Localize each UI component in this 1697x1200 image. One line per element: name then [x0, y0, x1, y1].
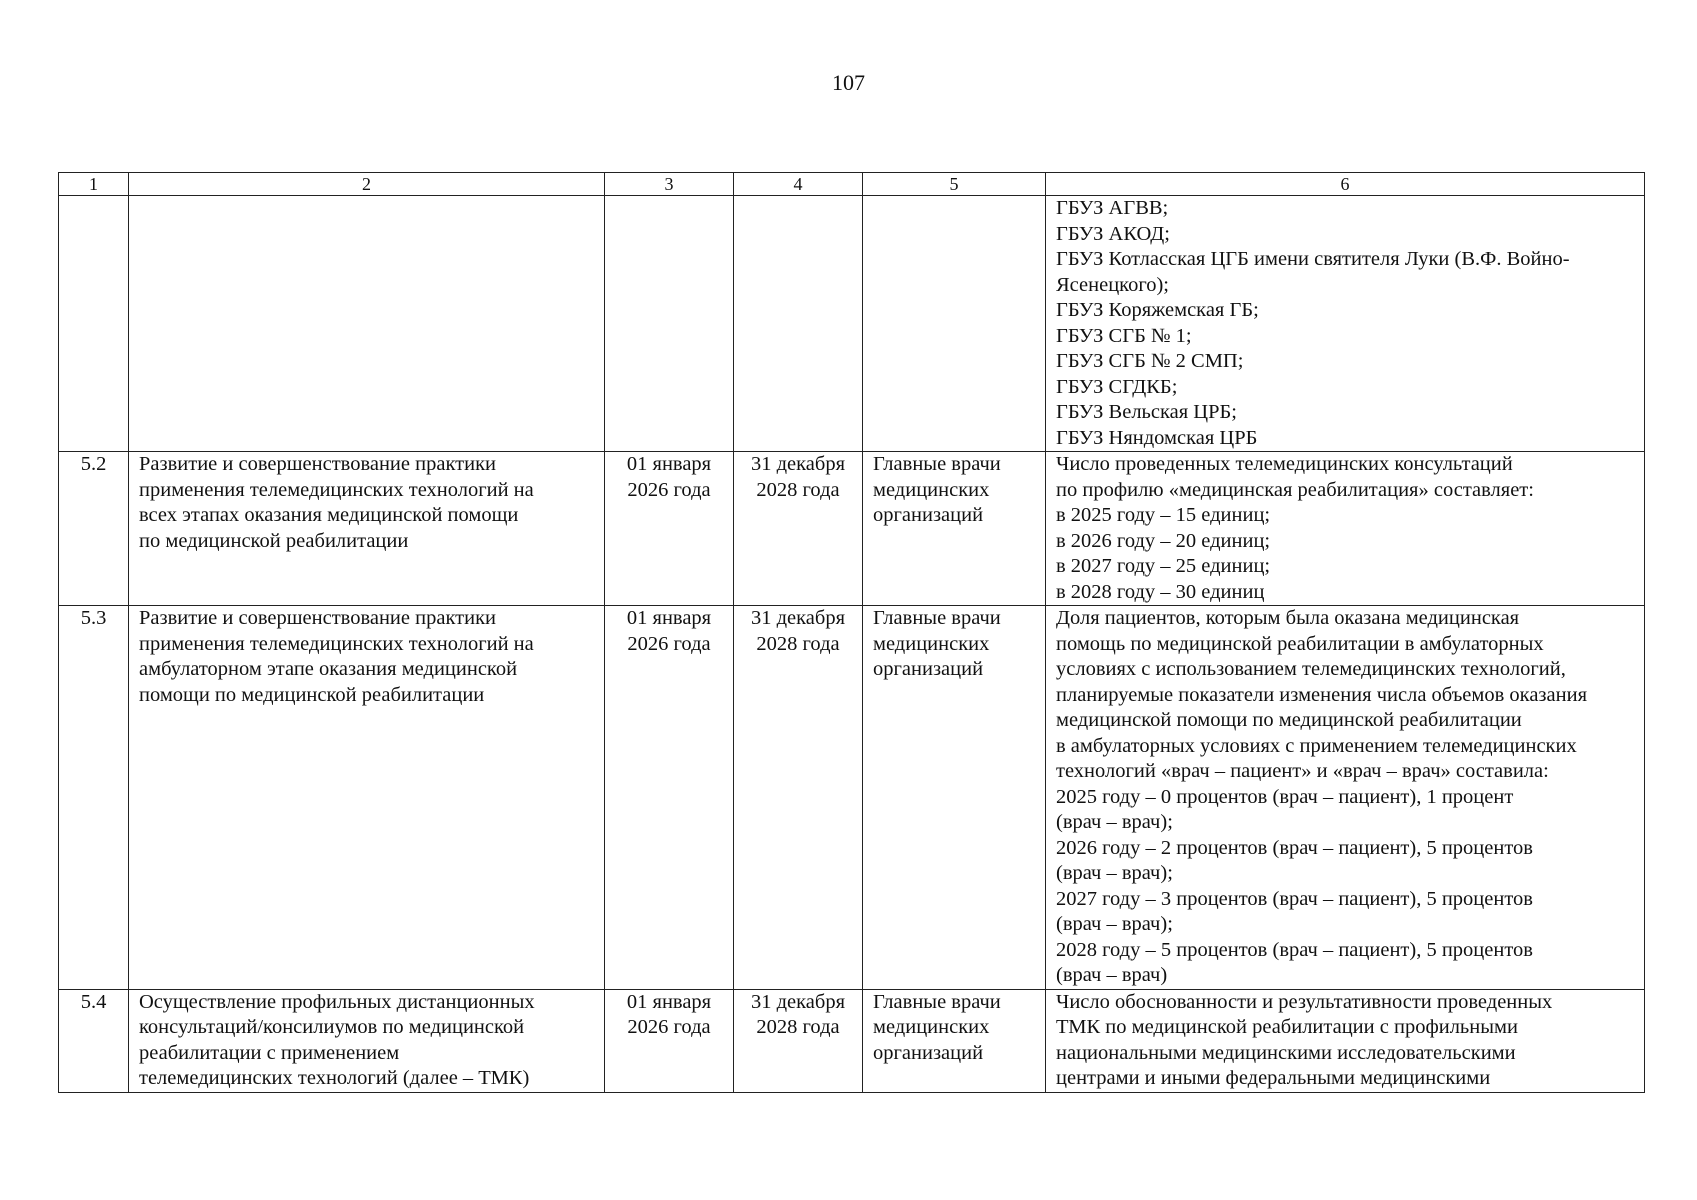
text-line: 2026 года: [627, 632, 711, 655]
page-number: 107: [832, 70, 865, 95]
text-line: организаций: [873, 504, 984, 526]
text-line: ГБУЗ СГДКБ;: [1056, 375, 1178, 398]
text-line: реабилитации с применением: [139, 1041, 400, 1064]
plan-table: [58, 172, 1645, 1093]
row-number-cell: [59, 196, 129, 452]
text-line: Число обоснованности и результативности проведенных: [1056, 990, 1553, 1013]
measure-title-cell: [129, 196, 605, 452]
table-row: [59, 196, 1645, 452]
result-cell: [1046, 196, 1645, 452]
end-date-cell: [734, 606, 863, 990]
text-line: ГБУЗ СГБ № 1;: [1056, 324, 1192, 347]
text-line: (врач – врач): [1056, 964, 1168, 986]
measure-title-cell: [129, 989, 605, 1092]
text-line: применения телемедицинских технологий на: [139, 632, 534, 655]
text-line: ГБУЗ СГБ № 2 СМП;: [1056, 350, 1244, 372]
row-number-cell: 5.4: [59, 989, 129, 1092]
table-row: [59, 606, 1645, 990]
end-date-cell: [734, 452, 863, 606]
text-line: 2026 года: [627, 1016, 711, 1038]
text-line: медицинской помощи по медицинской реабилитации: [1056, 709, 1522, 731]
column-header: 4: [734, 173, 863, 196]
text-line: консультаций/консилиумов по медицинской: [139, 1016, 525, 1038]
column-header: 3: [605, 173, 734, 196]
text-line: (врач – врач);: [1056, 862, 1173, 884]
column-header: 1: [59, 173, 129, 196]
text-line: Главные врачи: [873, 453, 1001, 475]
text-line: ГБУЗ Вельская ЦРБ;: [1056, 401, 1237, 423]
text-line: ГБУЗ Коряжемская ГБ;: [1056, 299, 1259, 321]
row-number-cell: 5.3: [59, 606, 129, 990]
text-line: 2028 году – 5 процентов (врач – пациент), 5 процентов: [1056, 938, 1533, 961]
text-line: ГБУЗ Няндомская ЦРБ: [1056, 426, 1258, 449]
table-row: [59, 452, 1645, 606]
text-line: медицинских: [873, 1016, 990, 1038]
text-line: ТМК по медицинской реабилитации с профильными: [1056, 1016, 1518, 1038]
text-line: в 2027 году – 25 единиц;: [1056, 555, 1271, 577]
text-line: ГБУЗ Котласская ЦГБ имени святителя Луки (В.Ф. Войно-: [1056, 248, 1570, 270]
measure-title-cell: [129, 452, 605, 606]
text-line: технологий «врач – пациент» и «врач – врач» составила:: [1056, 760, 1549, 782]
responsible-cell: [863, 452, 1046, 606]
responsible-cell: [863, 196, 1046, 452]
text-line: Главные врачи: [873, 990, 1001, 1013]
text-line: помощи по медицинской реабилитации: [139, 683, 485, 706]
text-line: 2025 году – 0 процентов (врач – пациент), 1 процент: [1056, 785, 1514, 808]
responsible-cell: [863, 606, 1046, 990]
text-line: всех этапах оказания медицинской помощи: [139, 504, 519, 526]
text-line: ГБУЗ АГВВ;: [1056, 197, 1169, 219]
text-line: по профилю «медицинская реабилитация» составляет:: [1056, 478, 1534, 501]
column-header: 6: [1046, 173, 1645, 196]
start-date-cell: [605, 606, 734, 990]
text-line: (врач – врач);: [1056, 811, 1173, 833]
text-line: национальными медицинскими исследовательскими: [1056, 1041, 1516, 1064]
text-line: в амбулаторных условиях с применением телемедицинских: [1056, 734, 1577, 757]
row-number-cell: 5.2: [59, 452, 129, 606]
column-header: 5: [863, 173, 1046, 196]
text-line: медицинских: [873, 632, 990, 655]
text-line: Доля пациентов, которым была оказана медицинская: [1056, 607, 1520, 629]
start-date-cell: [605, 452, 734, 606]
header-row: [59, 173, 1645, 196]
text-line: телемедицинских технологий (далее – ТМК): [139, 1067, 530, 1089]
text-line: 2027 году – 3 процентов (врач – пациент), 5 процентов: [1056, 887, 1533, 910]
text-line: организаций: [873, 658, 984, 680]
text-line: 01 января: [626, 990, 712, 1013]
text-line: 01 января: [626, 453, 712, 475]
text-line: Развитие и совершенствование практики: [139, 607, 496, 629]
measure-title-cell: [129, 606, 605, 990]
text-line: планируемые показатели изменения числа объемов оказания: [1056, 683, 1587, 706]
text-line: ГБУЗ АКОД;: [1056, 222, 1170, 245]
text-line: по медицинской реабилитации: [139, 529, 409, 552]
text-line: помощь по медицинской реабилитации в амбулаторных: [1056, 632, 1544, 655]
text-line: Главные врачи: [873, 607, 1001, 629]
text-line: центрами и иными федеральными медицинскими: [1056, 1067, 1491, 1089]
text-line: организаций: [873, 1041, 984, 1064]
result-cell: [1046, 452, 1645, 606]
text-line: 2028 года: [756, 1016, 840, 1038]
text-line: 2028 года: [756, 478, 840, 501]
text-line: в 2026 году – 20 единиц;: [1056, 529, 1271, 552]
text-line: в 2025 году – 15 единиц;: [1056, 504, 1271, 526]
text-line: применения телемедицинских технологий на: [139, 478, 534, 501]
text-line: амбулаторном этапе оказания медицинской: [139, 658, 518, 680]
text-line: медицинских: [873, 478, 990, 501]
column-header: 2: [129, 173, 605, 196]
text-line: условиях с использованием телемедицинских технологий,: [1056, 658, 1566, 680]
text-line: в 2028 году – 30 единиц: [1056, 580, 1265, 603]
text-line: Число проведенных телемедицинских консультаций: [1056, 453, 1513, 475]
responsible-cell: [863, 989, 1046, 1092]
text-line: Ясенецкого);: [1056, 273, 1170, 296]
text-line: Осуществление профильных дистанционных: [139, 990, 535, 1013]
text-line: 2026 году – 2 процентов (врач – пациент), 5 процентов: [1056, 836, 1533, 859]
result-cell: [1046, 989, 1645, 1092]
result-cell: [1046, 606, 1645, 990]
end-date-cell: [734, 196, 863, 452]
text-line: Развитие и совершенствование практики: [139, 453, 496, 475]
text-line: 31 декабря: [750, 607, 845, 629]
text-line: 31 декабря: [750, 453, 845, 475]
text-line: 2026 года: [627, 478, 711, 501]
text-line: 2028 года: [756, 632, 840, 655]
text-line: 01 января: [626, 607, 712, 629]
start-date-cell: [605, 196, 734, 452]
start-date-cell: [605, 989, 734, 1092]
end-date-cell: [734, 989, 863, 1092]
text-line: 31 декабря: [750, 990, 845, 1013]
text-line: (врач – врач);: [1056, 913, 1173, 935]
table-row: [59, 989, 1645, 1092]
